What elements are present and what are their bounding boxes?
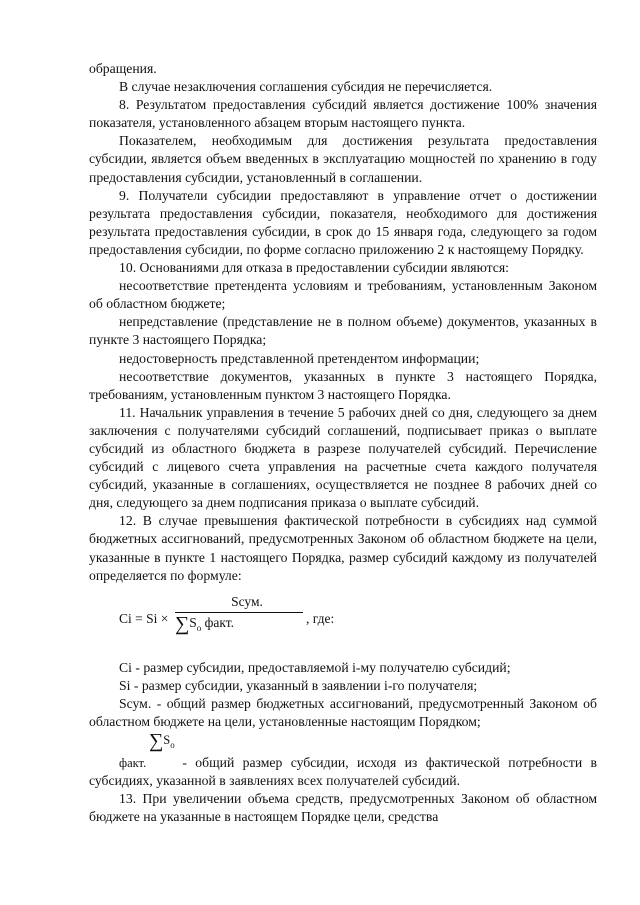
- paragraph: 13. При увеличении объема средств, предусмотренных Законом об областном бюджете на указанные в настоящем Порядке цели, средства: [89, 791, 597, 825]
- formula: [89, 593, 597, 647]
- document-page: [89, 60, 597, 827]
- formula-denominator: [175, 614, 234, 637]
- formula-lhs: Ci = Si ×: [119, 610, 169, 626]
- paragraph: недостоверность представленной претендентом информации;: [119, 350, 480, 366]
- sigma-symbol: ∑: [149, 730, 164, 753]
- paragraph: 11. Начальник управления в течение 5 рабочих дней со дня, следующего за днем заключения с получателями субсидий соглашений, подписывает приказ о выплате субсидий из областного бюджета в разрезе получателей субсидий. Перечисление субсидий с лицевого счета управления на расчетные счета каждого получателя субсидий, указанные в соглашениях, осуществляется не позднее 8 рабочих дней со дня, следующего за днем подписания приказа о выплате субсидий.: [89, 404, 597, 511]
- formula-s: S: [189, 614, 197, 630]
- paragraph: 8. Результатом предоставления субсидий является достижение 100% значения показателя, установленного абзацем вторым настоящего пункта.: [89, 97, 597, 131]
- formula-s: S: [163, 733, 171, 748]
- paragraph: [89, 731, 597, 790]
- formula-fact: факт.: [119, 756, 147, 771]
- paragraph: Показателем, необходимым для достижения результата предоставления субсидии, является объем введенных в эксплуатацию мощностей по хранению в году предоставления субсидии, установленный в соглашении.: [89, 133, 597, 185]
- paragraph: В случае незаключения соглашения субсидия не перечисляется.: [119, 79, 493, 95]
- sigma-symbol: ∑: [175, 612, 190, 635]
- formula-numerator: Sсум.: [231, 593, 263, 609]
- paragraph: 9. Получатели субсидии предоставляют в управление отчет о достижении результата предоставления субсидии, показателя, необходимого для достижения результата предоставления субсидии, в срок до 15 января года, следующего за годом предоставления субсидии, по форме согласно приложению 2 к настоящему Порядку.: [89, 187, 597, 257]
- formula-subscript: o: [170, 740, 175, 751]
- paragraph: Ci - размер субсидии, предоставляемой i-му получателю субсидий;: [119, 659, 511, 675]
- paragraph: 12. В случае превышения фактической потребности в субсидиях над суммой бюджетных ассигнований, предусмотренных Законом об областном бюджете на цели, указанные в пункте 1 настоящего Порядка, размер субсидий каждому из получателей определяется по формуле:: [89, 513, 597, 583]
- paragraph: Sсум. - общий размер бюджетных ассигнований, предусмотренный Законом об областном бюджете на цели, установленные настоящим Порядком;: [89, 695, 597, 729]
- sum-description: - общий размер субсидии, исходя из фактической потребности в субсидиях, указанной в заявлениях всех получателей субсидий.: [89, 755, 597, 789]
- paragraph: 10. Основаниями для отказа в предоставлении субсидии являются:: [119, 260, 509, 276]
- formula-subscript: o: [196, 622, 202, 633]
- paragraph: Si - размер субсидии, указанный в заявлении i-го получателя;: [119, 677, 478, 693]
- formula-tail: , где:: [306, 610, 335, 626]
- text-line: обращения.: [89, 61, 157, 76]
- paragraph: несоответствие претендента условиям и требованиям, установленным Законом об областном бюджете;: [89, 278, 597, 312]
- paragraph: непредставление (представление не в полном объеме) документов, указанных в пункте 3 настоящего Порядка;: [89, 314, 597, 348]
- sum-symbol: [119, 731, 174, 772]
- paragraph: несоответствие документов, указанных в пункте 3 настоящего Порядка, требованиям, установленным пунктом 3 настоящего Порядка.: [89, 368, 597, 402]
- formula-fact: факт.: [201, 614, 235, 630]
- fraction-bar: [175, 612, 303, 613]
